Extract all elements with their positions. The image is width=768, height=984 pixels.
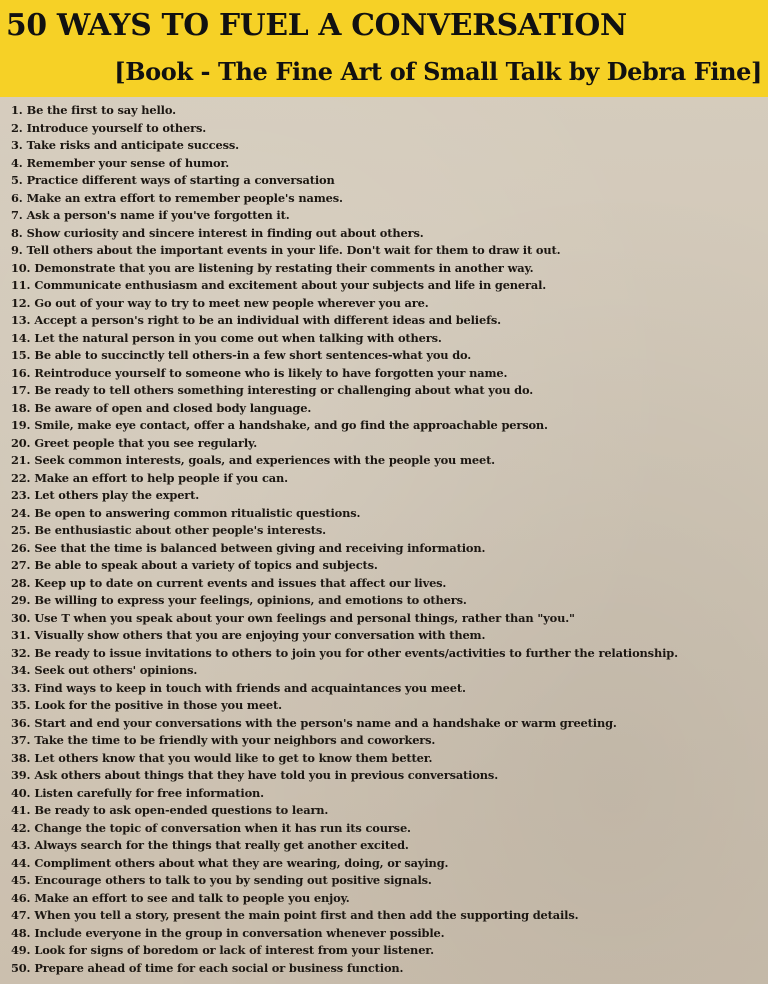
list-item-number: 17. xyxy=(11,383,31,397)
list-item-text: Keep up to date on current events and issues that affect our lives. xyxy=(34,575,447,590)
list-item-text: Prepare ahead of time for each social or business function. xyxy=(34,960,404,975)
list-item-text: Take the time to be friendly with your neighbors and coworkers. xyxy=(34,733,436,747)
list-item xyxy=(11,277,763,295)
title-banner xyxy=(0,0,768,97)
list-item-text: Be ready to issue invitations to others to join you for other events/activities to further the relationship. xyxy=(34,645,678,660)
list-item xyxy=(11,260,763,278)
list-item-number: 1. xyxy=(11,103,23,117)
list-item xyxy=(11,592,763,610)
list-item xyxy=(11,767,763,785)
list-item-text: Be open to answering common ritualistic questions. xyxy=(34,505,361,520)
list-item-text: Communicate enthusiasm and excitement about your subjects and life in general. xyxy=(34,278,547,292)
list-item xyxy=(11,557,763,575)
list-item-number: 31. xyxy=(11,628,31,642)
list-item-number: 15. xyxy=(11,348,31,362)
list-item xyxy=(11,312,763,330)
list-item-text: Make an extra effort to remember people's names. xyxy=(26,190,343,205)
list-item-text: Visually show others that you are enjoying your conversation with them. xyxy=(34,628,486,642)
list-item-number: 45. xyxy=(11,873,31,887)
list-item xyxy=(11,942,763,960)
list-item-text: Make an effort to help people if you can. xyxy=(34,470,288,485)
list-item-text: Be ready to ask open-ended questions to learn. xyxy=(34,803,329,817)
list-item xyxy=(11,225,763,243)
list-item-text: Let others know that you would like to get to know them better. xyxy=(34,750,433,765)
list-item-number: 21. xyxy=(11,453,31,467)
list-item-text: Tell others about the important events in your life. Don't wait for them to draw it out. xyxy=(26,243,561,257)
list-item-number: 35. xyxy=(11,698,31,712)
list-item xyxy=(11,172,763,190)
list-item-number: 41. xyxy=(11,803,31,817)
list-item-number: 20. xyxy=(11,435,31,450)
list-item-number: 47. xyxy=(11,908,31,922)
list-item-number: 13. xyxy=(11,313,31,327)
list-item xyxy=(11,785,763,803)
list-item-number: 32. xyxy=(11,645,31,660)
list-item xyxy=(11,925,763,943)
list-item xyxy=(11,872,763,890)
list-item-number: 3. xyxy=(11,138,23,152)
list-item xyxy=(11,820,763,838)
list-item-text: Go out of your way to try to meet new people wherever you are. xyxy=(34,295,429,310)
list-item-text: Take risks and anticipate success. xyxy=(26,138,239,152)
list-item-number: 39. xyxy=(11,768,31,782)
list-item xyxy=(11,610,763,628)
list-item-text: Encourage others to talk to you by sending out positive signals. xyxy=(34,873,432,887)
list-item-text: Smile, make eye contact, offer a handshake, and go find the approachable person. xyxy=(34,418,548,432)
list-item-text: Be ready to tell others something interesting or challenging about what you do. xyxy=(34,383,534,397)
list-item-text: Let the natural person in you come out when talking with others. xyxy=(34,330,442,345)
list-item-text: Start and end your conversations with the person's name and a handshake or warm greeting. xyxy=(34,715,617,730)
list-item xyxy=(11,907,763,925)
list-item xyxy=(11,242,763,260)
list-item-text: Use T when you speak about your own feelings and personal things, rather than "you." xyxy=(34,610,575,625)
list-item-text: Seek common interests, goals, and experiences with the people you meet. xyxy=(34,453,495,467)
list-item-text: Be the first to say hello. xyxy=(26,103,176,117)
list-item xyxy=(11,855,763,873)
list-item xyxy=(11,540,763,558)
list-item xyxy=(11,732,763,750)
list-item xyxy=(11,505,763,523)
list-item-text: Seek out others' opinions. xyxy=(34,663,198,677)
list-item-number: 29. xyxy=(11,593,31,607)
list-item xyxy=(11,715,763,733)
list-item xyxy=(11,155,763,173)
list-item-number: 38. xyxy=(11,750,31,765)
list-item-number: 2. xyxy=(11,120,23,135)
list-item-text: Find ways to keep in touch with friends and acquaintances you meet. xyxy=(34,680,466,695)
list-item-number: 42. xyxy=(11,820,31,835)
list-item xyxy=(11,470,763,488)
list-item-number: 36. xyxy=(11,715,31,730)
list-item xyxy=(11,837,763,855)
list-item xyxy=(11,417,763,435)
list-item-text: Ask a person's name if you've forgotten it. xyxy=(26,208,290,222)
list-item-text: When you tell a story, present the main point first and then add the supporting details. xyxy=(34,908,579,922)
list-item-text: Reintroduce yourself to someone who is likely to have forgotten your name. xyxy=(34,365,508,380)
list-item-number: 28. xyxy=(11,575,31,590)
list-item xyxy=(11,697,763,715)
list-item-text: Be willing to express your feelings, opinions, and emotions to others. xyxy=(34,593,467,607)
list-item-text: Look for signs of boredom or lack of interest from your listener. xyxy=(34,943,434,957)
list-item-number: 7. xyxy=(11,208,23,222)
list-item xyxy=(11,627,763,645)
list-item-number: 37. xyxy=(11,733,31,747)
list-item xyxy=(11,347,763,365)
list-item xyxy=(11,575,763,593)
list-item-text: Always search for the things that really get another excited. xyxy=(34,838,409,852)
list-item-number: 33. xyxy=(11,680,31,695)
list-item-number: 22. xyxy=(11,470,31,485)
list-item-number: 46. xyxy=(11,890,31,905)
list-item-text: Greet people that you see regularly. xyxy=(34,435,258,450)
list-item-number: 26. xyxy=(11,540,31,555)
list-item-text: Include everyone in the group in conversation whenever possible. xyxy=(34,925,445,940)
list-item-number: 12. xyxy=(11,295,31,310)
list-item-number: 11. xyxy=(11,278,31,292)
list-item xyxy=(11,680,763,698)
list-item-number: 9. xyxy=(11,243,23,257)
list-item xyxy=(11,382,763,400)
list-item xyxy=(11,645,763,663)
list-item-number: 6. xyxy=(11,190,23,205)
list-item-text: Compliment others about what they are wearing, doing, or saying. xyxy=(34,855,449,870)
list-item xyxy=(11,435,763,453)
list-item-text: Be enthusiastic about other people's interests. xyxy=(34,523,326,537)
list-item-number: 14. xyxy=(11,330,31,345)
list-item-number: 30. xyxy=(11,610,31,625)
tips-list xyxy=(11,102,763,977)
list-item-number: 24. xyxy=(11,505,31,520)
list-item-text: Remember your sense of humor. xyxy=(26,155,230,170)
list-item-text: See that the time is balanced between giving and receiving information. xyxy=(34,540,486,555)
list-item-text: Introduce yourself to others. xyxy=(26,120,207,135)
list-item xyxy=(11,207,763,225)
list-item-number: 50. xyxy=(11,960,31,975)
list-item xyxy=(11,452,763,470)
list-item-text: Make an effort to see and talk to people you enjoy. xyxy=(34,890,350,905)
list-item-number: 4. xyxy=(11,155,23,170)
list-item xyxy=(11,890,763,908)
list-item-number: 16. xyxy=(11,365,31,380)
list-item-number: 44. xyxy=(11,855,31,870)
list-item-number: 19. xyxy=(11,418,31,432)
list-item-text: Accept a person's right to be an individual with different ideas and beliefs. xyxy=(34,313,501,327)
list-item-number: 18. xyxy=(11,400,31,415)
list-item xyxy=(11,190,763,208)
list-item-text: Be able to succinctly tell others-in a few short sentences-what you do. xyxy=(34,348,472,362)
list-item xyxy=(11,330,763,348)
list-item-number: 27. xyxy=(11,558,31,572)
page-subtitle: [Book - The Fine Art of Small Talk by Debra Fine] xyxy=(114,57,762,86)
list-item-number: 23. xyxy=(11,488,31,502)
list-item-number: 48. xyxy=(11,925,31,940)
list-item xyxy=(11,102,763,120)
list-item-number: 34. xyxy=(11,663,31,677)
list-item xyxy=(11,295,763,313)
list-item-number: 40. xyxy=(11,785,31,800)
list-item xyxy=(11,400,763,418)
list-item-number: 25. xyxy=(11,523,31,537)
list-item xyxy=(11,137,763,155)
list-item xyxy=(11,960,763,978)
list-item-text: Show curiosity and sincere interest in finding out about others. xyxy=(26,225,424,240)
list-item-number: 49. xyxy=(11,943,31,957)
list-item-text: Let others play the expert. xyxy=(34,488,200,502)
list-item-number: 8. xyxy=(11,225,23,240)
list-item xyxy=(11,802,763,820)
list-item xyxy=(11,487,763,505)
list-item-text: Change the topic of conversation when it has run its course. xyxy=(34,820,411,835)
list-item-text: Be able to speak about a variety of topics and subjects. xyxy=(34,558,378,572)
list-item xyxy=(11,365,763,383)
list-item-text: Be aware of open and closed body language. xyxy=(34,400,312,415)
list-item-text: Practice different ways of starting a conversation xyxy=(26,173,335,187)
list-item-text: Ask others about things that they have told you in previous conversations. xyxy=(34,768,499,782)
list-item xyxy=(11,750,763,768)
page-title: 50 WAYS TO FUEL A CONVERSATION xyxy=(6,8,627,43)
list-item xyxy=(11,662,763,680)
list-item-text: Demonstrate that you are listening by restating their comments in another way. xyxy=(34,260,534,275)
list-item-text: Look for the positive in those you meet. xyxy=(34,698,282,712)
list-item xyxy=(11,120,763,138)
list-item-number: 10. xyxy=(11,260,31,275)
list-item-number: 43. xyxy=(11,838,31,852)
list-item-text: Listen carefully for free information. xyxy=(34,785,264,800)
list-item-number: 5. xyxy=(11,173,23,187)
list-item xyxy=(11,522,763,540)
